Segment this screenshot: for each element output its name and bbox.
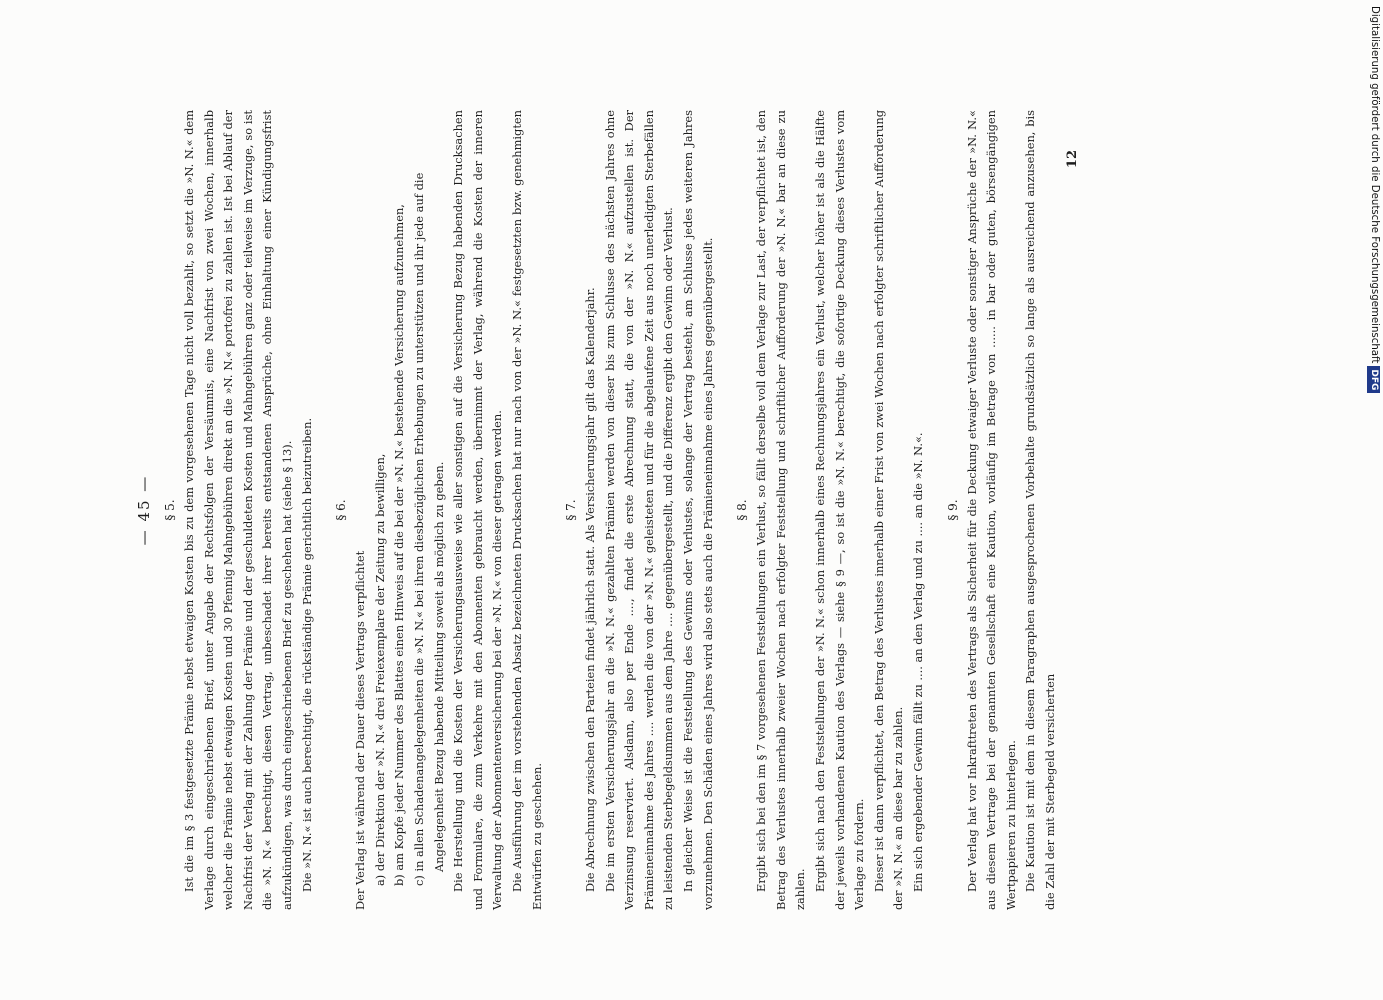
paragraph: Die im ersten Versicherungsjahr an die »N. N.« gezahlten Prämien werden von dieser bis zum Schlusse des nächsten Jahres ohne Verzinsung reserviert. Alsdann, also per Ende ...., findet die erste Abrechnung statt, die von der »N. N.« aufzustellen ist. Der Prämieneinnahme des Jahres .... werden die von der »N. N.« geleisteten und für die abgelaufene Zeit aus noch unerledigten Sterbefällen zu leistenden Sterbegeldsummen aus dem Jahre .... gegenübergestellt, und die Differenz ergibt den Gewinn oder Verlust. (602, 110, 676, 910)
section-heading-5: § 5. (163, 499, 177, 521)
dfg-logo: DFG (1367, 366, 1380, 393)
paragraph: Der Verlag ist während der Dauer dieses Vertrags verpflichtet (353, 550, 368, 910)
section-heading-9: § 9. (945, 499, 960, 521)
paragraph: In gleicher Weise ist die Feststellung des Gewinns oder Verlustes, solange der Vertrag besteht, am Schlusse jedes weiteren Jahres vorzunehmen. Den Schäden eines Jahres wird also stets auch die Prämieneinnahme eines Jahres gegenübergestellt. (681, 110, 715, 910)
section-heading-8: § 8. (735, 499, 750, 521)
list-item: b) am Kopfe jeder Nummer des Blattes einen Hinweis auf die bei der »N. N.« bestehende Versicherung aufzunehmen, (392, 204, 407, 886)
page-number: — 45 — (135, 474, 153, 546)
list-item: a) der Direktion der »N. N.« drei Freiexemplare der Zeitung zu bewilligen, (372, 453, 387, 886)
paragraph: Die »N. N.« ist auch berechtigt, die rückständige Prämie gerichtlich beizutreiben. (299, 417, 314, 892)
paragraph: Die Kaution ist mit dem in diesem Paragraphen ausgesprochenen Vorbehalte grundsätzlich so lange als ausreichend anzusehen, bis die Zahl der mit Sterbegeld versicherten (1023, 110, 1057, 910)
paragraph: Ist die im § 3 festgesetzte Prämie nebst etwaigen Kosten bis zu dem vorgesehenen Tage nicht voll bezahlt, so setzt die »N. N.« dem Verlage durch eingeschriebenen Brief, unter Angabe der Rechtsfolgen der Versäumnis, eine Nachfrist von zwei Wochen, innerhalb welcher die Prämie nebst etwaigen Kosten und 30 Pfennig Mahngebühren direkt an die »N. N.« portofrei zu zahlen ist. Ist bei Ablauf der Nachfrist der Verlag mit der Zahlung der Prämie und der geschuldeten Kosten und Mahngebühren ganz oder teilweise im Verzuge, so ist die »N. N.« berechtigt, diesen Vertrag, unbeschadet ihrer bereits entstandenen Ansprüche, ohne Einhaltung einer Kündigungsfrist aufzukündigen, was durch eingeschriebenen Brief zu geschehen hat (siehe § 13). (182, 110, 294, 910)
rotated-text-block (130, 110, 1260, 910)
paragraph: Dieser ist dann verpflichtet, den Betrag des Verlustes innerhalb einer Frist von zwei Wochen nach erfolgter schriftlicher Aufforderung der »N. N.« an diese bar zu zahlen. (871, 110, 906, 910)
section-heading-7: § 7. (564, 499, 579, 521)
paragraph: Die Ausführung der im vorstehenden Absatz bezeichneten Drucksachen hat nur nach von der »N. N.« festgesetzten bzw. genehmigten Entwürfen zu geschehen. (509, 110, 544, 910)
credit-text: Digitalisierung gefördert durch die Deutsche Forschungsgemeinschaft (1369, 6, 1380, 364)
paragraph: Die Abrechnung zwischen den Parteien findet jährlich statt. Als Versicherungsjahr gilt das Kalenderjahr. (583, 287, 598, 892)
digitization-credit (1366, 6, 1382, 996)
list-item: c) in allen Schadenangelegenheiten die »N. N.« bei ihren diesbezüglichen Erhebungen zu unterstützen und ihr jede auf die Angelegenheit Bezug habende Mitteilung soweit als möglich zu geben. (411, 172, 446, 886)
paragraph: Ein sich ergebender Gewinn fällt zu .... an den Verlag und zu .... an die »N. N.«. (911, 432, 925, 892)
section-heading-6: § 6. (334, 499, 349, 521)
paragraph: Die Herstellung und die Kosten der Versicherungsausweise wie aller sonstigen auf die Versicherung Bezug habenden Drucksachen und Formulare, die zum Verkehre mit den Abonnenten gebraucht werden, übernimmt der Verlag, während die Kosten der inneren Verwaltung der Abonnentenversicherung bei der »N. N.« von dieser getragen werden. (451, 110, 505, 910)
paragraph: Ergibt sich nach den Feststellungen der »N. N.« schon innerhalb eines Rechnungsjahres ein Verlust, welcher höher ist als die Hälfte der jeweils vorhandenen Kaution des Verlags — siehe § 9 —, so ist die »N. N.« berechtigt, die sofortige Deckung dieses Verlustes vom Verlage zu fordern. (813, 110, 867, 910)
paragraph: Ergibt sich bei den im § 7 vorgesehenen Feststellungen ein Verlust, so fällt derselbe voll dem Verlage zur Last, der verpflichtet ist, den Betrag des Verlustes innerhalb zweier Wochen nach erfolgter Feststellung und schriftlicher Aufforderung der »N. N.« bar an diese zu zahlen. (754, 110, 808, 910)
paragraph: Der Verlag hat vor Inkrafttreten des Vertrags als Sicherheit für die Deckung etwaiger Verluste oder sonstiger Ansprüche der »N. N.« aus diesem Vertrage bei der genannten Gesellschaft eine Kaution, vorläufig im Betrage von ...... in bar oder guten, börsengängigen Wertpapieren zu hinterlegen. (964, 110, 1018, 910)
signature-mark: 12 (1064, 150, 1080, 169)
